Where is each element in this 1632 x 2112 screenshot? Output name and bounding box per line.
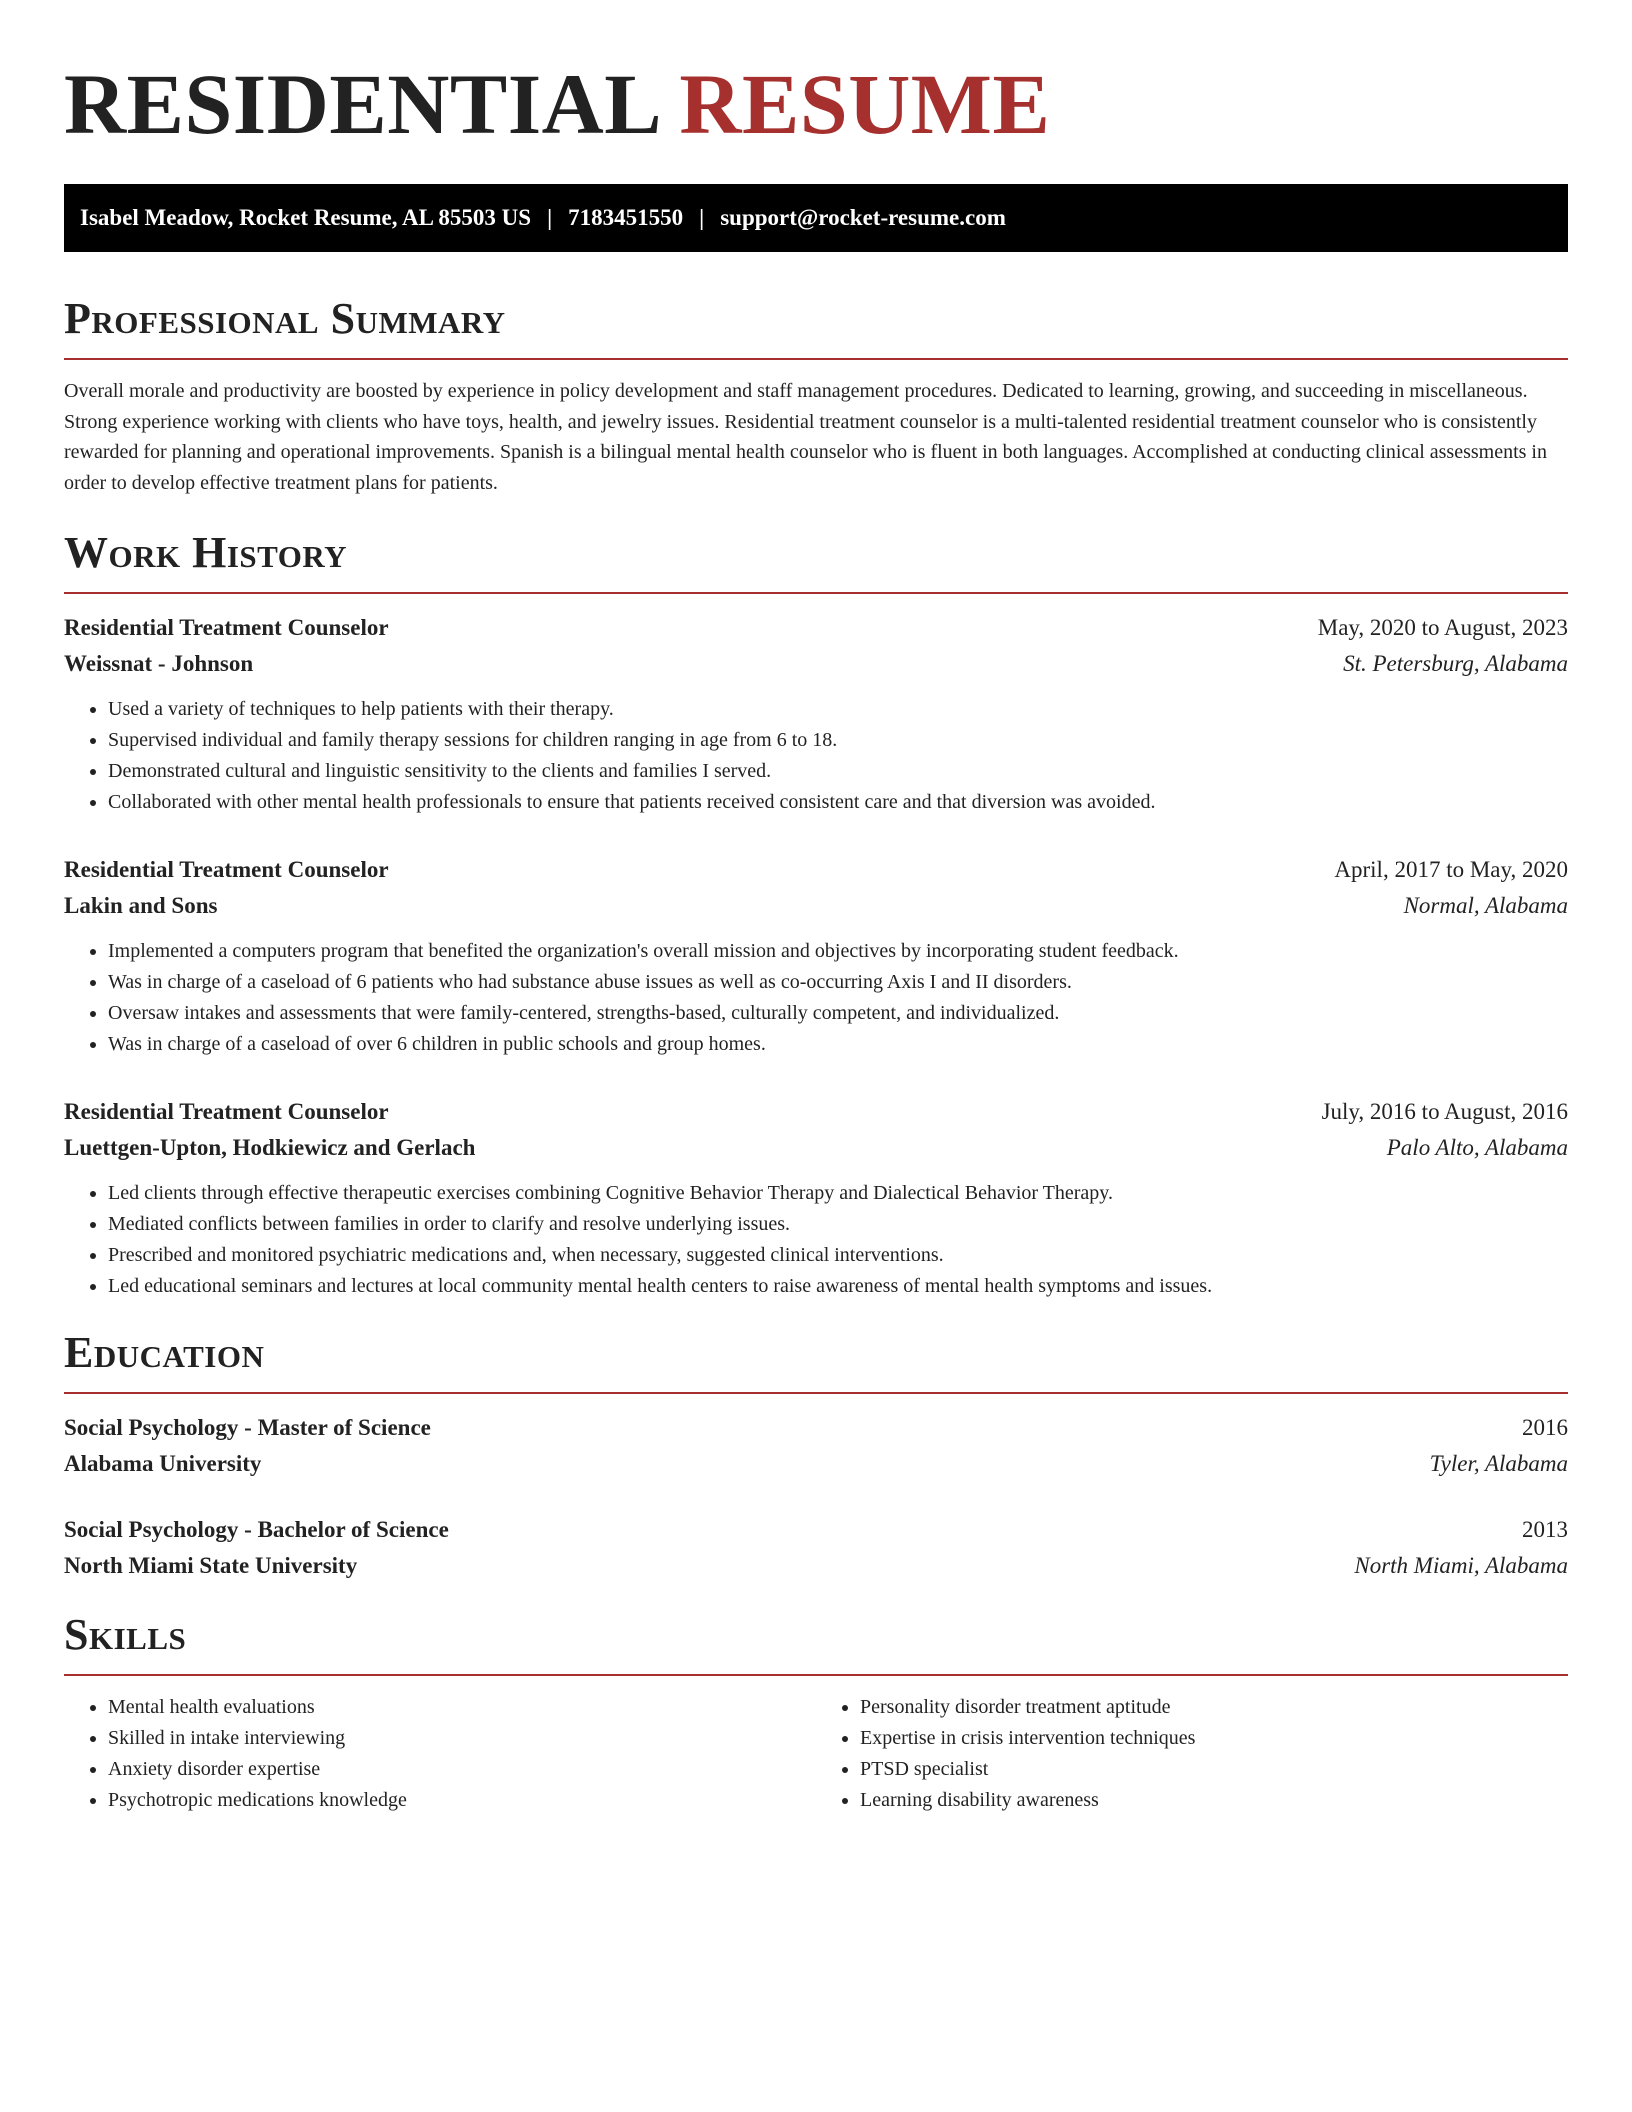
education-section — [64, 1328, 1568, 1584]
education-heading: Education — [64, 1328, 265, 1377]
education-degree-row — [64, 1410, 1568, 1446]
skill-item: • Skilled in intake interviewing — [108, 1723, 816, 1754]
job-title-row — [64, 610, 1568, 646]
title-part-2: RESUME — [679, 56, 1051, 152]
contact-separator: | — [699, 205, 705, 230]
education-location: North Miami, Alabama — [1354, 1553, 1568, 1578]
skills-list — [64, 1692, 816, 1816]
job-bullet: • Mediated conflicts between families in order to clarify and resolve underlying issues. — [108, 1209, 1568, 1240]
job-bullet: • Prescribed and monitored psychiatric medications and, when necessary, suggested clinical interventions. — [108, 1240, 1568, 1271]
skills-column-right — [816, 1692, 1568, 1816]
education-school-row — [64, 1446, 1568, 1482]
job-bullet: • Oversaw intakes and assessments that were family-centered, strengths-based, culturally competent, and individualized. — [108, 998, 1568, 1029]
job-title: Residential Treatment Counselor — [64, 615, 389, 640]
job-title: Residential Treatment Counselor — [64, 857, 389, 882]
title-part-1: RESIDENTIAL — [64, 56, 658, 152]
job-title-row — [64, 1094, 1568, 1130]
education-entry — [64, 1410, 1568, 1482]
job-bullet: • Led educational seminars and lectures at local community mental health centers to raise awareness of mental health symptoms and issues. — [108, 1271, 1568, 1302]
job-location: Normal, Alabama — [1403, 893, 1568, 918]
job-bullet: • Used a variety of techniques to help patients with their therapy. — [108, 694, 1568, 725]
job-bullet: • Collaborated with other mental health professionals to ensure that patients received consistent care and that diversion was avoided. — [108, 787, 1568, 818]
job-location: St. Petersburg, Alabama — [1343, 651, 1568, 676]
job-dates: May, 2020 to August, 2023 — [1317, 615, 1568, 640]
work-history-heading: Work History — [64, 528, 348, 577]
job-bullet: • Was in charge of a caseload of over 6 children in public schools and group homes. — [108, 1029, 1568, 1060]
job-company: Luettgen-Upton, Hodkiewicz and Gerlach — [64, 1135, 476, 1160]
job-entry — [64, 610, 1568, 818]
section-divider — [64, 1392, 1568, 1394]
job-company-row — [64, 646, 1568, 682]
section-divider — [64, 592, 1568, 594]
job-company: Weissnat - Johnson — [64, 651, 254, 676]
education-entry — [64, 1512, 1568, 1584]
skill-item: • Anxiety disorder expertise — [108, 1754, 816, 1785]
job-bullet: • Was in charge of a caseload of 6 patients who had substance abuse issues as well as co-occurring Axis I and II disorders. — [108, 967, 1568, 998]
skill-item: • PTSD specialist — [860, 1754, 1568, 1785]
job-title-row — [64, 852, 1568, 888]
job-bullet: • Demonstrated cultural and linguistic sensitivity to the clients and families I served. — [108, 756, 1568, 787]
education-school: Alabama University — [64, 1451, 262, 1476]
education-degree-row — [64, 1512, 1568, 1548]
job-dates: July, 2016 to August, 2016 — [1321, 1099, 1568, 1124]
job-bullet: • Supervised individual and family therapy sessions for children ranging in age from 6 to 18. — [108, 725, 1568, 756]
skills-grid — [64, 1692, 1568, 1816]
summary-heading: Professional Summary — [64, 294, 506, 343]
resume-title — [64, 54, 1568, 154]
contact-email: support@rocket-resume.com — [720, 205, 1006, 230]
skill-item: • Expertise in crisis intervention techniques — [860, 1723, 1568, 1754]
job-company: Lakin and Sons — [64, 893, 218, 918]
education-degree: Social Psychology - Master of Science — [64, 1415, 431, 1440]
job-bullets — [64, 1178, 1568, 1302]
summary-section — [64, 294, 1568, 498]
job-company-row — [64, 888, 1568, 924]
job-title: Residential Treatment Counselor — [64, 1099, 389, 1124]
contact-phone: 7183451550 — [568, 205, 684, 230]
job-bullets — [64, 694, 1568, 818]
job-location: Palo Alto, Alabama — [1386, 1135, 1568, 1160]
work-history-section — [64, 528, 1568, 1302]
job-bullet: • Led clients through effective therapeutic exercises combining Cognitive Behavior Therapy and Dialectical Behavior Therapy. — [108, 1178, 1568, 1209]
education-degree: Social Psychology - Bachelor of Science — [64, 1517, 449, 1542]
skills-heading: Skills — [64, 1610, 187, 1659]
section-divider — [64, 358, 1568, 360]
education-year: 2013 — [1522, 1517, 1568, 1542]
education-year: 2016 — [1522, 1415, 1568, 1440]
education-location: Tyler, Alabama — [1429, 1451, 1568, 1476]
skills-list — [816, 1692, 1568, 1816]
summary-text: Overall morale and productivity are boosted by experience in policy development and staff management procedures. Dedicated to learning, growing, and succeeding in miscellaneous. Strong experience working with clients who have toys, health, and jewelry issues. Residential treatment counselor is a multi-talented residential treatment counselor who is consistently rewarded for planning and operational improvements. Spanish is a bilingual mental health counselor who is fluent in both languages. Accomplished at conducting clinical assessments in order to develop effective treatment plans for patients. — [64, 380, 1547, 494]
skills-column-left — [64, 1692, 816, 1816]
contact-separator: | — [547, 205, 553, 230]
job-entry — [64, 852, 1568, 1060]
job-company-row — [64, 1130, 1568, 1166]
skill-item: • Personality disorder treatment aptitude — [860, 1692, 1568, 1723]
skills-section — [64, 1610, 1568, 1816]
job-dates: April, 2017 to May, 2020 — [1334, 857, 1568, 882]
contact-address: Isabel Meadow, Rocket Resume, AL 85503 US — [80, 205, 532, 230]
skill-item: • Learning disability awareness — [860, 1785, 1568, 1816]
education-school: North Miami State University — [64, 1553, 358, 1578]
skill-item: • Mental health evaluations — [108, 1692, 816, 1723]
job-entry — [64, 1094, 1568, 1302]
job-bullet: • Implemented a computers program that benefited the organization's overall mission and objectives by incorporating student feedback. — [108, 936, 1568, 967]
section-divider — [64, 1674, 1568, 1676]
skill-item: • Psychotropic medications knowledge — [108, 1785, 816, 1816]
contact-bar — [64, 184, 1568, 252]
education-school-row — [64, 1548, 1568, 1584]
job-bullets — [64, 936, 1568, 1060]
